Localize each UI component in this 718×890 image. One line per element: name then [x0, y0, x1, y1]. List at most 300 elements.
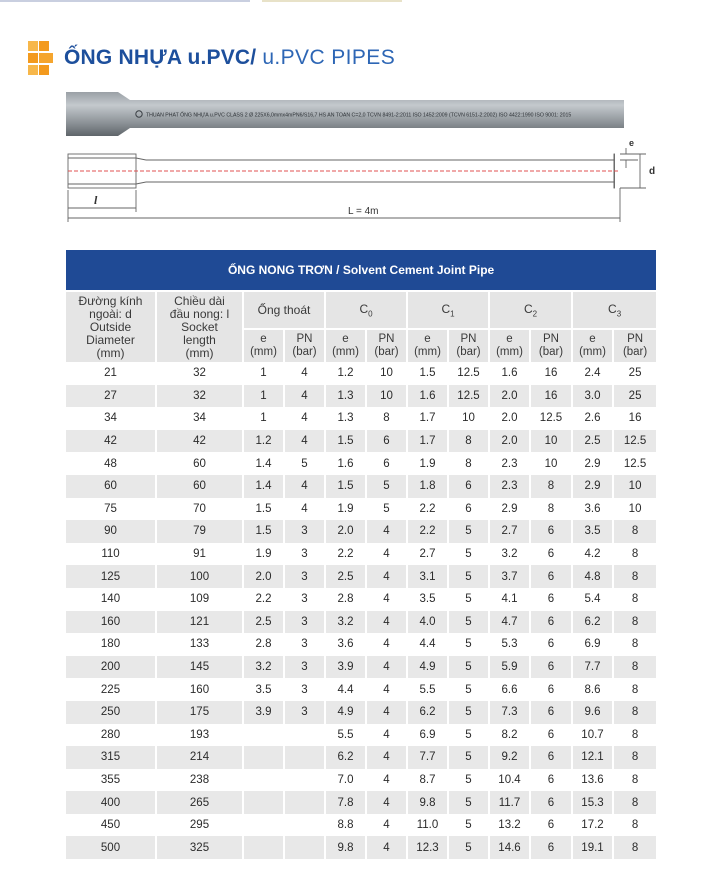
table-cell: 4: [285, 407, 326, 430]
pipe-photo: [66, 92, 624, 136]
table-cell: 16: [531, 385, 573, 408]
table-cell: 1.5: [244, 520, 285, 543]
table-cell: 1.3: [326, 385, 367, 408]
table-row: [66, 701, 656, 724]
table-cell: [244, 724, 285, 747]
table-cell: 3: [285, 611, 326, 634]
table-cell: 10.7: [573, 724, 614, 747]
table-cell: 6: [449, 475, 490, 498]
table-cell: 400: [66, 791, 157, 814]
table-cell: 1.3: [326, 407, 367, 430]
table-cell: [285, 814, 326, 837]
table-cell: 500: [66, 836, 157, 859]
table-cell: 8: [614, 791, 656, 814]
label-d: d: [649, 166, 656, 177]
table-cell: 5: [449, 633, 490, 656]
table-row: [66, 498, 656, 521]
table-cell: 6: [531, 588, 573, 611]
sub-header-thickness: e (mm): [408, 328, 449, 362]
table-cell: 295: [157, 814, 244, 837]
table-cell: 12.3: [408, 836, 449, 859]
table-cell: 8: [614, 588, 656, 611]
table-cell: 10: [531, 430, 573, 453]
table-cell: 8: [531, 475, 573, 498]
sub-header-pressure: PN (bar): [367, 328, 408, 362]
table-cell: 12.5: [449, 362, 490, 385]
table-cell: 315: [66, 746, 157, 769]
table-cell: 2.5: [326, 565, 367, 588]
table-cell: 109: [157, 588, 244, 611]
table-cell: 6: [531, 633, 573, 656]
label-total-length: L = 4m: [348, 206, 379, 217]
top-rule-accent: [262, 0, 402, 2]
table-cell: 8: [449, 452, 490, 475]
table-cell: 1.6: [490, 362, 531, 385]
table-cell: 7.7: [573, 656, 614, 679]
table-row: [66, 746, 656, 769]
table-cell: 5: [449, 814, 490, 837]
table-cell: 3.1: [408, 565, 449, 588]
spec-table-container: [66, 250, 656, 859]
table-cell: 6: [531, 746, 573, 769]
table-cell: 5: [449, 746, 490, 769]
table-cell: 265: [157, 791, 244, 814]
table-cell: 5: [367, 498, 408, 521]
table-cell: 6: [367, 452, 408, 475]
table-cell: 3: [285, 701, 326, 724]
table-cell: 8.7: [408, 769, 449, 792]
table-cell: 3: [285, 565, 326, 588]
pipe-print-text: THUAN PHAT ỐNG NHỰA u.PVC CLASS 2 Ø 225X6,0mmx4mPN6/S16,7 HS AN TOAN C=2,0 TCVN 8491-2:2011 ISO 1452:2009 (TCVN 6151-2:2002) ISO 4422:1990 ISO 9001: 2015: [146, 112, 572, 119]
title-english: u.PVC PIPES: [262, 46, 396, 69]
sub-header-thickness: e (mm): [244, 328, 285, 362]
table-cell: 90: [66, 520, 157, 543]
table-cell: 60: [157, 475, 244, 498]
table-cell: 16: [614, 407, 656, 430]
pipe-drawing: [60, 88, 700, 228]
table-cell: 1.5: [408, 362, 449, 385]
table-cell: 140: [66, 588, 157, 611]
table-cell: 3: [285, 588, 326, 611]
table-cell: 4: [367, 814, 408, 837]
title-vietnamese: ỐNG NHỰA u.PVC/: [64, 46, 257, 69]
table-row: [66, 565, 656, 588]
table-cell: 2.0: [490, 430, 531, 453]
table-cell: 5: [449, 543, 490, 566]
table-cell: 6: [531, 836, 573, 859]
table-row: [66, 452, 656, 475]
table-cell: 1.2: [326, 362, 367, 385]
table-cell: 8: [614, 611, 656, 634]
table-cell: 3: [285, 520, 326, 543]
table-cell: 2.0: [490, 385, 531, 408]
table-cell: 9.8: [326, 836, 367, 859]
table-cell: 6.2: [408, 701, 449, 724]
table-row: [66, 475, 656, 498]
table-cell: 2.6: [573, 407, 614, 430]
brand-logo-icon: [28, 41, 54, 75]
table-cell: 5.9: [490, 656, 531, 679]
table-cell: 1.5: [326, 475, 367, 498]
table-row: [66, 588, 656, 611]
table-cell: 3.5: [573, 520, 614, 543]
table-cell: 8.6: [573, 678, 614, 701]
table-cell: 8: [367, 407, 408, 430]
table-cell: 1: [244, 385, 285, 408]
table-cell: 214: [157, 746, 244, 769]
table-cell: 250: [66, 701, 157, 724]
label-socket-length: l: [94, 193, 98, 207]
table-cell: 3.5: [244, 678, 285, 701]
table-cell: 12.5: [614, 452, 656, 475]
table-cell: 7.8: [326, 791, 367, 814]
table-cell: 1.2: [244, 430, 285, 453]
table-cell: 4: [367, 656, 408, 679]
table-cell: 2.2: [244, 588, 285, 611]
table-cell: 11.7: [490, 791, 531, 814]
table-cell: [285, 791, 326, 814]
table-cell: 2.7: [490, 520, 531, 543]
sub-header-pressure: PN (bar): [614, 328, 656, 362]
table-cell: [285, 724, 326, 747]
table-cell: 6: [367, 430, 408, 453]
table-cell: 9.8: [408, 791, 449, 814]
table-cell: 225: [66, 678, 157, 701]
table-cell: 3.9: [326, 656, 367, 679]
table-cell: 6.6: [490, 678, 531, 701]
table-cell: 2.3: [490, 475, 531, 498]
table-cell: 2.9: [573, 452, 614, 475]
table-cell: 200: [66, 656, 157, 679]
table-cell: 8: [449, 430, 490, 453]
table-cell: 19.1: [573, 836, 614, 859]
table-cell: 27: [66, 385, 157, 408]
table-cell: 280: [66, 724, 157, 747]
table-cell: 79: [157, 520, 244, 543]
table-cell: 5: [449, 611, 490, 634]
table-cell: 325: [157, 836, 244, 859]
table-cell: 3.9: [244, 701, 285, 724]
table-cell: 2.8: [326, 588, 367, 611]
table-cell: 2.2: [408, 520, 449, 543]
table-cell: 48: [66, 452, 157, 475]
table-cell: 3.7: [490, 565, 531, 588]
table-cell: [244, 791, 285, 814]
table-cell: 6: [531, 565, 573, 588]
table-cell: 6.2: [326, 746, 367, 769]
table-row: [66, 520, 656, 543]
table-cell: 100: [157, 565, 244, 588]
table-cell: 32: [157, 385, 244, 408]
header-class-c3: $C_3$: [573, 290, 656, 328]
table-cell: 5: [449, 836, 490, 859]
table-cell: 5: [449, 520, 490, 543]
table-cell: [244, 836, 285, 859]
table-row: [66, 724, 656, 747]
table-cell: 4: [367, 565, 408, 588]
table-cell: 5: [449, 588, 490, 611]
table-cell: 2.3: [490, 452, 531, 475]
header-drain-pipe: Ống thoát: [244, 290, 326, 328]
table-cell: 4: [367, 633, 408, 656]
caption-rest: / Solvent Cement Joint Pipe: [332, 263, 495, 277]
table-cell: 12.5: [531, 407, 573, 430]
table-cell: 5: [367, 475, 408, 498]
table-cell: 121: [157, 611, 244, 634]
table-cell: 6: [531, 791, 573, 814]
table-cell: 8: [614, 746, 656, 769]
table-cell: 1.8: [408, 475, 449, 498]
table-cell: 8.8: [326, 814, 367, 837]
table-cell: 1.4: [244, 452, 285, 475]
table-cell: 4: [367, 791, 408, 814]
table-cell: 6: [531, 701, 573, 724]
table-cell: 32: [157, 362, 244, 385]
header-class-c0: $C_0$: [326, 290, 408, 328]
header-class-c1: $C_1$: [408, 290, 490, 328]
table-cell: 15.3: [573, 791, 614, 814]
table-cell: 125: [66, 565, 157, 588]
table-cell: 5: [449, 701, 490, 724]
table-cell: 4: [367, 520, 408, 543]
table-cell: 60: [66, 475, 157, 498]
table-cell: 10: [531, 452, 573, 475]
table-cell: 8: [614, 543, 656, 566]
table-cell: 4: [367, 769, 408, 792]
table-cell: 5: [449, 565, 490, 588]
table-cell: 4.8: [573, 565, 614, 588]
table-cell: 4: [367, 678, 408, 701]
table-cell: 8: [614, 724, 656, 747]
table-cell: 1.9: [408, 452, 449, 475]
table-cell: 6: [449, 498, 490, 521]
table-row: [66, 814, 656, 837]
table-cell: 1.5: [244, 498, 285, 521]
table-cell: 3.0: [573, 385, 614, 408]
table-cell: 4: [285, 362, 326, 385]
table-cell: 17.2: [573, 814, 614, 837]
table-row: [66, 791, 656, 814]
sub-header-thickness: e (mm): [326, 328, 367, 362]
table-cell: 2.7: [408, 543, 449, 566]
table-cell: 70: [157, 498, 244, 521]
table-cell: 9.2: [490, 746, 531, 769]
table-cell: 4: [367, 611, 408, 634]
table-cell: 7.0: [326, 769, 367, 792]
table-cell: 1.6: [408, 385, 449, 408]
table-cell: 160: [66, 611, 157, 634]
table-cell: 5: [449, 656, 490, 679]
table-cell: 4: [367, 543, 408, 566]
table-cell: 4.9: [408, 656, 449, 679]
table-cell: 1.9: [326, 498, 367, 521]
table-cell: 4: [367, 746, 408, 769]
table-row: [66, 430, 656, 453]
table-cell: 8: [614, 656, 656, 679]
table-cell: 6: [531, 769, 573, 792]
caption-bold: ỐNG NONG TRƠN: [227, 263, 333, 277]
table-row: [66, 407, 656, 430]
table-cell: 14.6: [490, 836, 531, 859]
sub-header-thickness: e (mm): [490, 328, 531, 362]
table-cell: 4: [367, 588, 408, 611]
table-cell: 6.9: [573, 633, 614, 656]
table-cell: 5: [449, 724, 490, 747]
table-cell: 7.7: [408, 746, 449, 769]
section-title: [28, 40, 395, 76]
table-cell: 6: [531, 814, 573, 837]
table-cell: 6: [531, 656, 573, 679]
table-cell: 355: [66, 769, 157, 792]
table-cell: 3.6: [573, 498, 614, 521]
table-cell: 180: [66, 633, 157, 656]
table-cell: [285, 746, 326, 769]
table-cell: 2.5: [573, 430, 614, 453]
table-cell: [244, 769, 285, 792]
table-cell: 16: [531, 362, 573, 385]
table-cell: [285, 836, 326, 859]
table-cell: 6: [531, 611, 573, 634]
table-cell: 60: [157, 452, 244, 475]
table-cell: 2.5: [244, 611, 285, 634]
table-cell: 12.1: [573, 746, 614, 769]
table-cell: 175: [157, 701, 244, 724]
table-cell: 2.0: [244, 565, 285, 588]
table-cell: 9.6: [573, 701, 614, 724]
header-outside-diameter: Đường kính ngoài: d Outside Diameter (mm): [66, 290, 157, 362]
sub-header-pressure: PN (bar): [449, 328, 490, 362]
table-cell: [244, 746, 285, 769]
table-row: [66, 543, 656, 566]
table-cell: 4: [367, 836, 408, 859]
sub-header-pressure: PN (bar): [531, 328, 573, 362]
table-cell: 4: [367, 724, 408, 747]
label-e: e: [629, 138, 635, 148]
table-cell: 3.2: [326, 611, 367, 634]
spec-table: [66, 250, 656, 859]
table-cell: 2.0: [490, 407, 531, 430]
table-body: [66, 362, 656, 859]
table-cell: 8: [531, 498, 573, 521]
header-socket-length: Chiều dài đầu nong: l Socket length (mm): [157, 290, 244, 362]
table-cell: 6: [531, 724, 573, 747]
table-cell: 91: [157, 543, 244, 566]
table-cell: 11.0: [408, 814, 449, 837]
table-cell: 4.4: [408, 633, 449, 656]
table-cell: 5: [449, 791, 490, 814]
table-cell: 25: [614, 385, 656, 408]
table-cell: 6: [531, 520, 573, 543]
table-cell: 2.8: [244, 633, 285, 656]
table-cell: 3: [285, 543, 326, 566]
table-cell: 5.4: [573, 588, 614, 611]
table-cell: 193: [157, 724, 244, 747]
table-cell: 6.9: [408, 724, 449, 747]
table-cell: 34: [66, 407, 157, 430]
table-cell: 3: [285, 633, 326, 656]
table-cell: 25: [614, 362, 656, 385]
table-cell: 8: [614, 701, 656, 724]
table-cell: 3.6: [326, 633, 367, 656]
table-cell: 8: [614, 769, 656, 792]
table-cell: 4.0: [408, 611, 449, 634]
table-row: [66, 633, 656, 656]
table-cell: 3: [285, 678, 326, 701]
table-row: [66, 385, 656, 408]
table-cell: 5: [285, 452, 326, 475]
table-cell: 8: [614, 633, 656, 656]
table-cell: 110: [66, 543, 157, 566]
table-cell: 10.4: [490, 769, 531, 792]
table-cell: 1.7: [408, 407, 449, 430]
table-cell: 13.2: [490, 814, 531, 837]
table-row: [66, 769, 656, 792]
table-row: [66, 656, 656, 679]
table-cell: 8: [614, 520, 656, 543]
table-cell: 1.9: [244, 543, 285, 566]
table-cell: 133: [157, 633, 244, 656]
table-cell: 8.2: [490, 724, 531, 747]
table-cell: 6: [531, 678, 573, 701]
table-cell: 42: [157, 430, 244, 453]
table-cell: 2.4: [573, 362, 614, 385]
table-cell: 160: [157, 678, 244, 701]
table-cell: 2.2: [326, 543, 367, 566]
table-row: [66, 362, 656, 385]
table-cell: 2.0: [326, 520, 367, 543]
table-cell: 5: [449, 769, 490, 792]
table-cell: 5.3: [490, 633, 531, 656]
table-cell: 42: [66, 430, 157, 453]
table-cell: 8: [614, 836, 656, 859]
table-cell: 3.5: [408, 588, 449, 611]
table-row: [66, 611, 656, 634]
sub-header-thickness: e (mm): [573, 328, 614, 362]
table-cell: 2.9: [573, 475, 614, 498]
table-caption: [66, 250, 656, 290]
table-cell: 7.3: [490, 701, 531, 724]
table-cell: 4: [285, 475, 326, 498]
pipe-diagram: [60, 88, 700, 228]
table-cell: 2.2: [408, 498, 449, 521]
table-cell: 34: [157, 407, 244, 430]
table-cell: 4.2: [573, 543, 614, 566]
table-cell: 5.5: [326, 724, 367, 747]
table-cell: 8: [614, 814, 656, 837]
table-cell: 4: [367, 701, 408, 724]
table-cell: 10: [367, 385, 408, 408]
table-cell: 4: [285, 385, 326, 408]
table-cell: 4: [285, 498, 326, 521]
table-row: [66, 678, 656, 701]
table-cell: 3: [285, 656, 326, 679]
header-class-c2: $C_2$: [490, 290, 573, 328]
top-rule: [0, 0, 250, 2]
table-cell: 238: [157, 769, 244, 792]
table-cell: [244, 814, 285, 837]
table-cell: 10: [614, 498, 656, 521]
table-row: [66, 836, 656, 859]
table-cell: 12.5: [614, 430, 656, 453]
table-cell: 10: [367, 362, 408, 385]
table-cell: 4: [285, 430, 326, 453]
table-cell: 6: [531, 543, 573, 566]
table-cell: 1.5: [326, 430, 367, 453]
table-cell: 6.2: [573, 611, 614, 634]
table-cell: 10: [449, 407, 490, 430]
table-cell: 75: [66, 498, 157, 521]
table-cell: 4.9: [326, 701, 367, 724]
